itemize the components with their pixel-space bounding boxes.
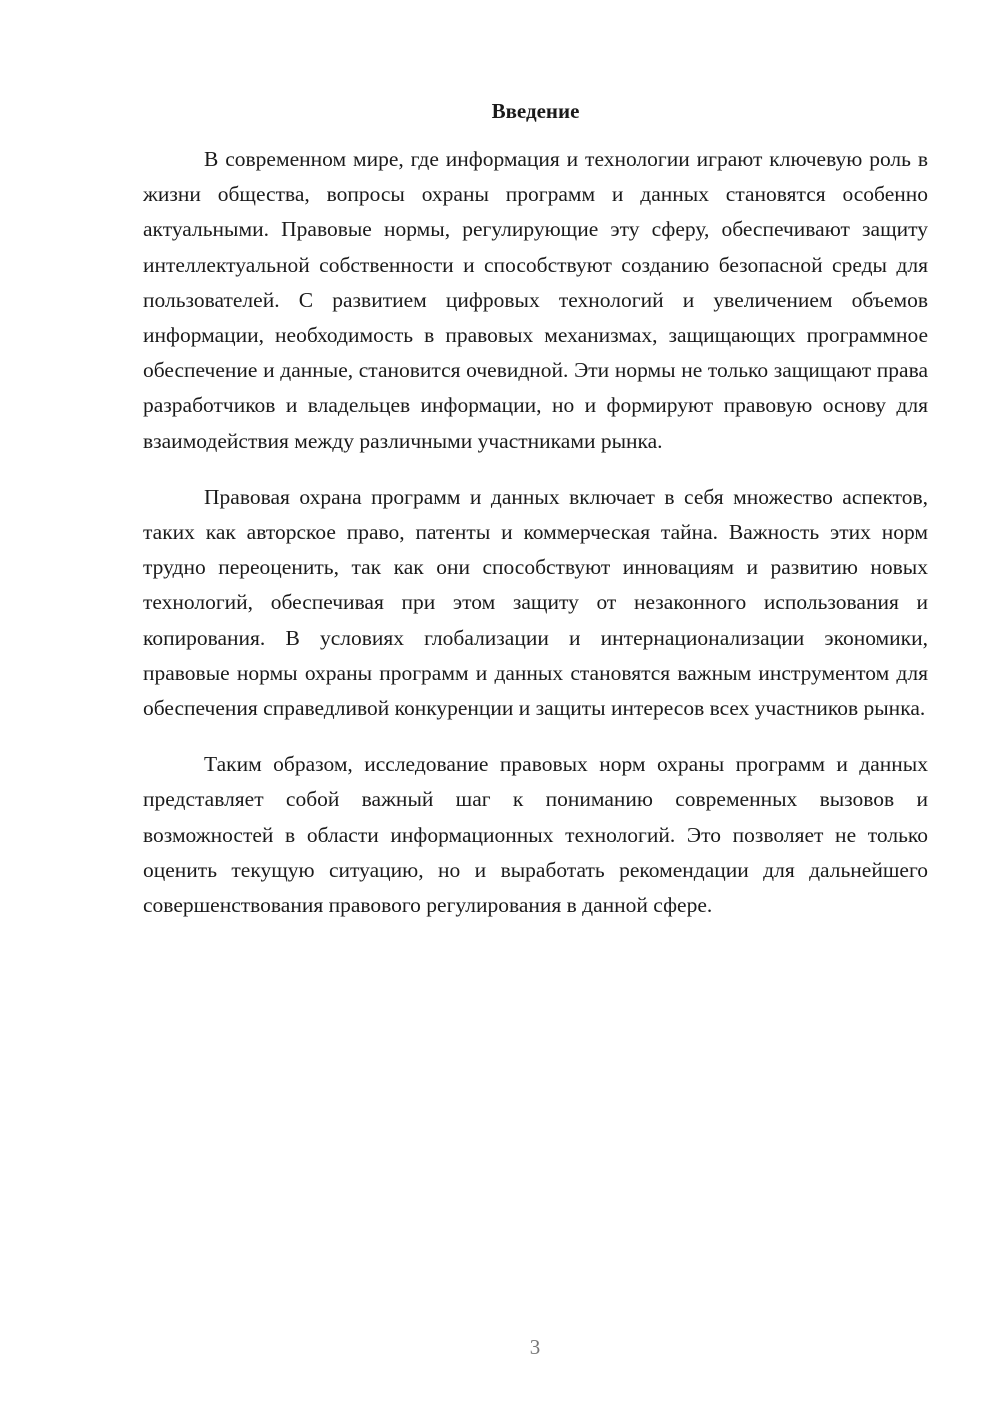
paragraph-1: В современном мире, где информация и технологии играют ключевую роль в жизни общества, вопросы охраны программ и данных становятся особенно актуальными. Правовые нормы, регулирующие эту сферу, обеспечивают защиту интеллектуальной собственности и способствуют созданию безопасной среды для пользователей. С развитием цифровых технологий и увеличением объемов информации, необходимость в правовых механизмах, защищающих программное обеспечение и данные, становится очевидной. Эти нормы не только защищают права разработчиков и владельцев информации, но и формируют правовую основу для взаимодействия между различными участниками рынка. [143, 147, 928, 453]
paragraph-2: Правовая охрана программ и данных включает в себя множество аспектов, таких как авторское право, патенты и коммерческая тайна. Важность этих норм трудно переоценить, так как они способствуют инновациям и развитию новых технологий, обеспечивая при этом защиту от незаконного использования и копирования. В условиях глобализации и интернационализации экономики, правовые нормы охраны программ и данных становятся важным инструментом для обеспечения справедливой конкуренции и защиты интересов всех участников рынка. [143, 484, 928, 721]
section-title: Введение [491, 99, 580, 123]
body-text [143, 142, 928, 944]
page-number: 3 [529, 1335, 541, 1359]
paragraph-3: Таким образом, исследование правовых норм охраны программ и данных представляет собой важный шаг к пониманию современных вызовов и возможностей в области информационных технологий. Это позволяет не только оценить текущую ситуацию, но и выработать рекомендации для дальнейшего совершенствования правового регулирования в данной сфере. [143, 752, 928, 918]
